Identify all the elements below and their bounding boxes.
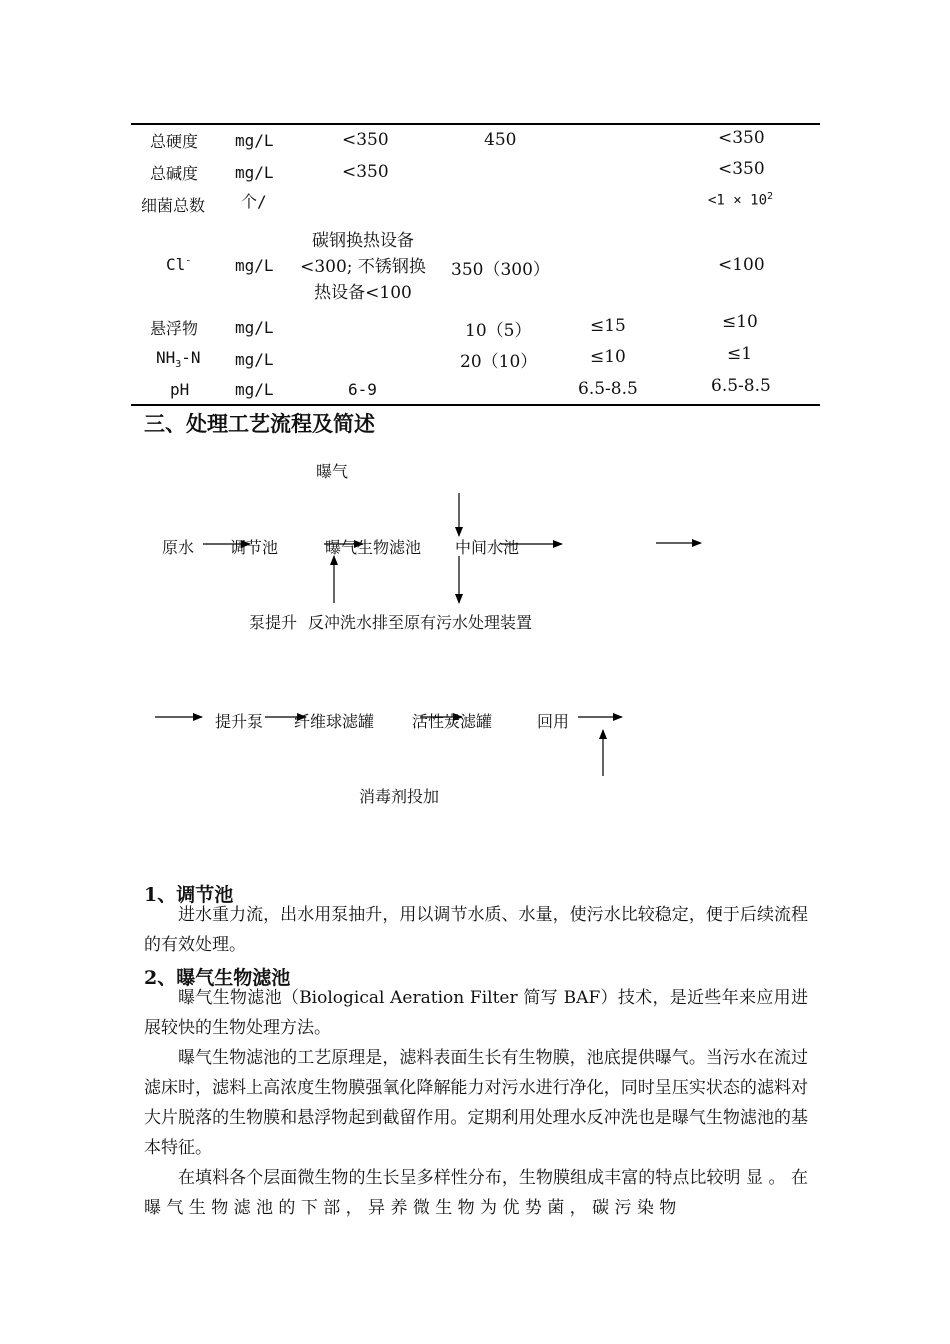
- table-cell: <350: [718, 159, 765, 179]
- table-cell: 6.5-8.5: [578, 379, 638, 399]
- table-cell-name: pH: [170, 380, 190, 399]
- paragraph-block: [144, 900, 808, 960]
- table-cell-unit: mg/L: [235, 380, 274, 399]
- table-cell-line: 热设备<100: [314, 283, 412, 303]
- table-cell-name: 总硬度: [150, 132, 199, 151]
- table-cell: 10（5）: [465, 321, 532, 341]
- table-cell-name: Cl-: [166, 255, 192, 274]
- table-cell: <350: [342, 162, 389, 182]
- subsection-title: 2、曝气生物滤池: [144, 967, 291, 989]
- flow-label-pump: 泵提升: [249, 613, 298, 632]
- table-cell: 6-9: [348, 380, 377, 399]
- flow-label-middle-tank: 中间水池: [455, 538, 520, 557]
- paragraph: 曝气生物滤池（Biological Aeration Filter 简写 BAF）技术，是近些年来应用进展较快的生物处理方法。: [144, 988, 808, 1038]
- table-cell: <100: [718, 255, 765, 275]
- table-cell: ≤15: [590, 316, 626, 336]
- flow-label-baf: 曝气生物滤池: [325, 538, 422, 557]
- flow-label-reuse: 回用: [537, 712, 570, 731]
- table-cell: 350（300）: [451, 260, 550, 280]
- table-cell-unit: mg/L: [235, 318, 274, 337]
- table-cell-unit: mg/L: [235, 163, 274, 182]
- flow-label-lift-pump: 提升泵: [215, 712, 264, 731]
- table-cell: $<1 \times 10^2$: [708, 191, 774, 209]
- table-cell-unit: mg/L: [235, 131, 274, 150]
- table-cell-line: <300; 不锈钢换: [300, 257, 426, 277]
- table-cell-name: 悬浮物: [150, 319, 199, 338]
- table-cell: 450: [484, 130, 517, 150]
- paragraph: 进水重力流，出水用泵抽升，用以调节水质、水量，使污水比较稳定，便于后续流程的有效处理。: [144, 905, 808, 955]
- table-cell-unit: 个/: [241, 192, 267, 211]
- table-cell-name: 细菌总数: [141, 196, 206, 215]
- paragraph-block: [144, 983, 808, 1223]
- table-cell: ≤10: [722, 312, 758, 332]
- paragraph: 在填料各个层面微生物的生长呈多样性分布，生物膜组成丰富的特点比较明 显 。 在 曝 气 生 物 滤 池 的 下 部 ， 异 养 微 生 物 为 优 势 菌 ， 碳 污 染 物: [144, 1168, 808, 1218]
- flow-label-fiber-filter: 纤维球滤罐: [294, 712, 375, 731]
- table-cell-line: 碳钢换热设备: [312, 231, 414, 251]
- flow-label-backwash: 反冲洗水排至原有污水处理装置: [308, 613, 533, 632]
- table-cell: 20（10）: [460, 352, 538, 372]
- table-cell: ≤10: [590, 347, 626, 367]
- paragraph: 曝气生物滤池的工艺原理是，滤料表面生长有生物膜，池底提供曝气。当污水在流过滤床时，滤料上高浓度生物膜强氧化降解能力对污水进行净化，同时呈压实状态的滤料对大片脱落的生物膜和悬浮物起到截留作用。定期利用处理水反冲洗也是曝气生物滤池的基本特征。: [144, 1048, 808, 1158]
- table-cell: ≤1: [727, 344, 753, 364]
- flow-label-aeration: 曝气: [316, 462, 349, 481]
- section-title: 三、处理工艺流程及简述: [144, 411, 375, 436]
- table-cell: <350: [342, 130, 389, 150]
- table-cell-name: $NH_3-N$: [156, 348, 201, 371]
- flow-label-disinfectant: 消毒剂投加: [359, 787, 440, 806]
- flow-label-carbon-filter: 活性炭滤罐: [412, 712, 493, 731]
- table-cell-unit: mg/L: [235, 256, 274, 275]
- table-cell: 6.5-8.5: [711, 376, 771, 396]
- flow-label-regulating-tank: 调节池: [230, 538, 279, 557]
- table-cell: <350: [718, 128, 765, 148]
- table-cell-unit: mg/L: [235, 350, 274, 369]
- subsection-title: 1、调节池: [144, 884, 234, 906]
- table-cell-name: 总碱度: [150, 164, 199, 183]
- flow-label-raw-water: 原水: [162, 538, 195, 557]
